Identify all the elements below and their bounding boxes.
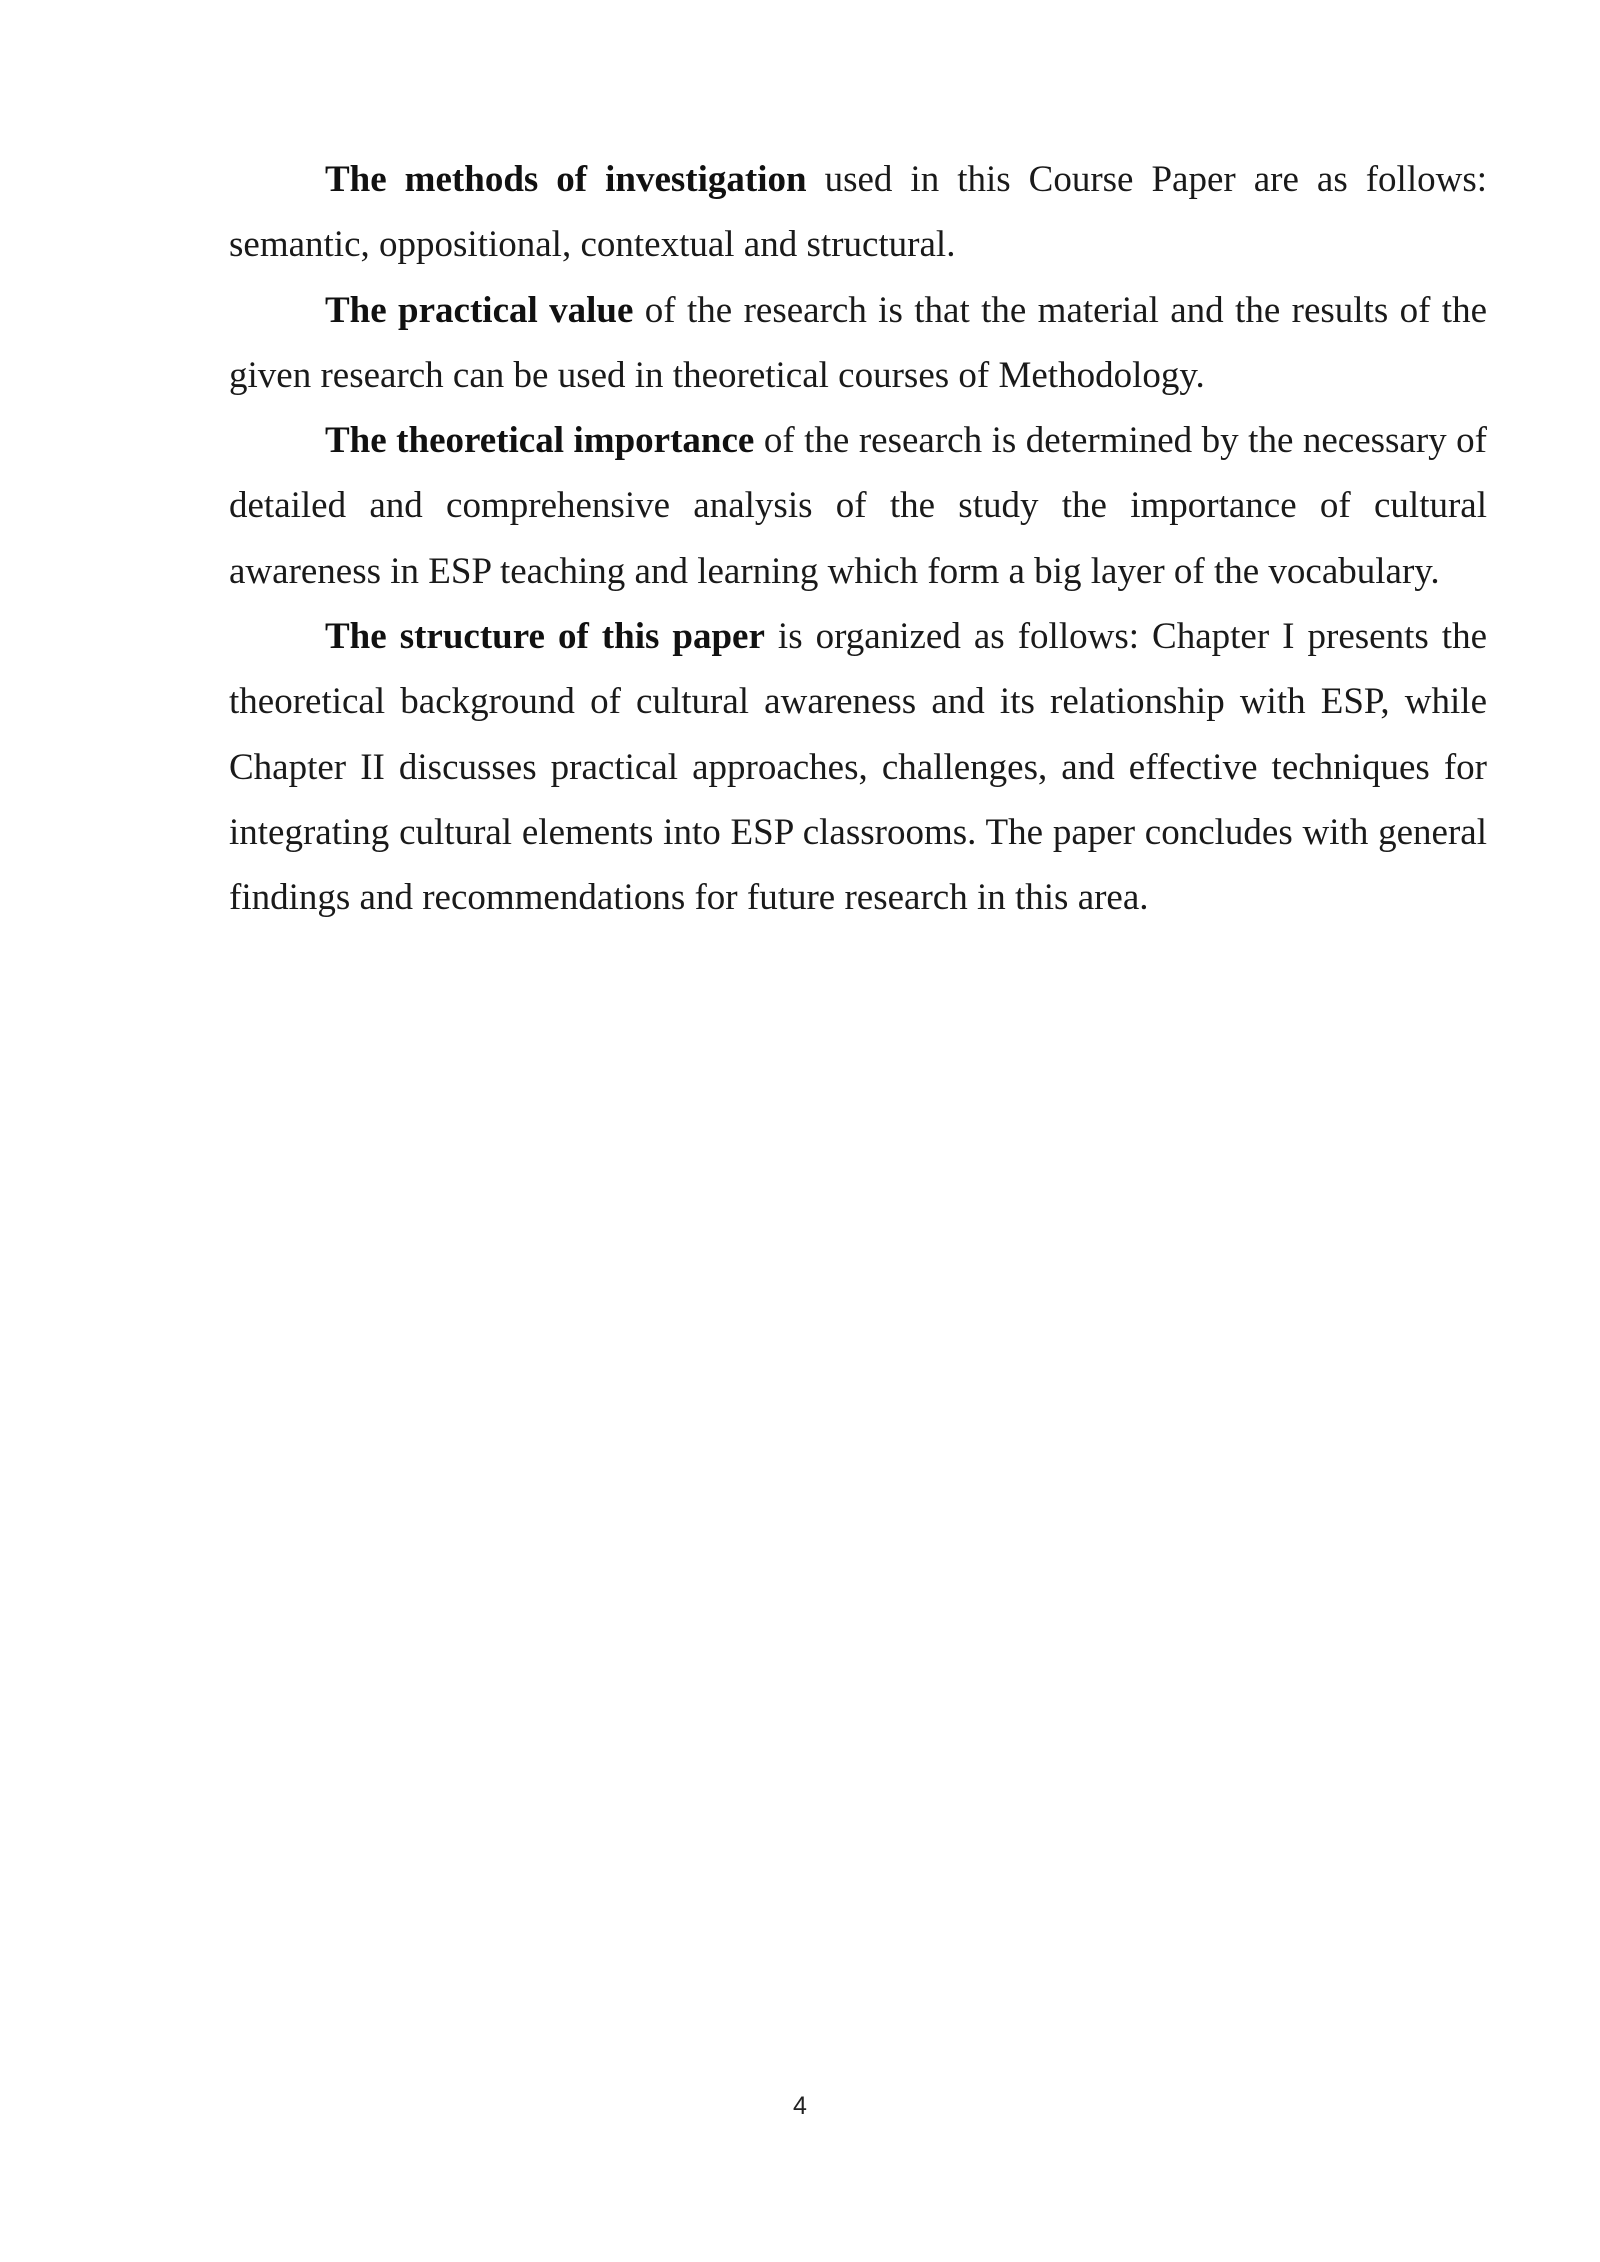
paragraph-heading: The practical value — [325, 289, 634, 331]
paragraph-heading: The methods of investigation — [325, 159, 807, 200]
paragraph-structure — [229, 604, 1487, 930]
paragraph-heading: The structure of this paper — [325, 616, 765, 658]
paragraph-text: of the research is determined by the necessary of detailed and comprehensive analysis of the study the importance of cultural awareness in ESP teaching and learning which form a big layer of the vocabulary. — [229, 420, 1487, 592]
paragraph-text: of the research is that the material and the results of the given research can be used in theoretical courses of Methodology. — [229, 289, 1487, 396]
body-text — [229, 147, 1487, 931]
paragraph-text: used in this Course Paper are as follows: semantic, oppositional, contextual and structural. — [229, 159, 1487, 266]
paragraph-theoretical-importance — [229, 408, 1487, 604]
page-number: 4 — [793, 2092, 807, 2120]
paragraph-heading: The theoretical importance — [325, 420, 755, 462]
paragraph-methods-of-investigation — [229, 147, 1487, 278]
paragraph-practical-value — [229, 278, 1487, 409]
paragraph-text: is organized as follows: Chapter I presents the theoretical background of cultural awareness and its relationship with ESP, while Chapter II discusses practical approaches, challenges, and effective techniques for integrating cultural elements into ESP classrooms. The paper concludes with general findings and recommendations for future research in this area. — [229, 616, 1487, 919]
